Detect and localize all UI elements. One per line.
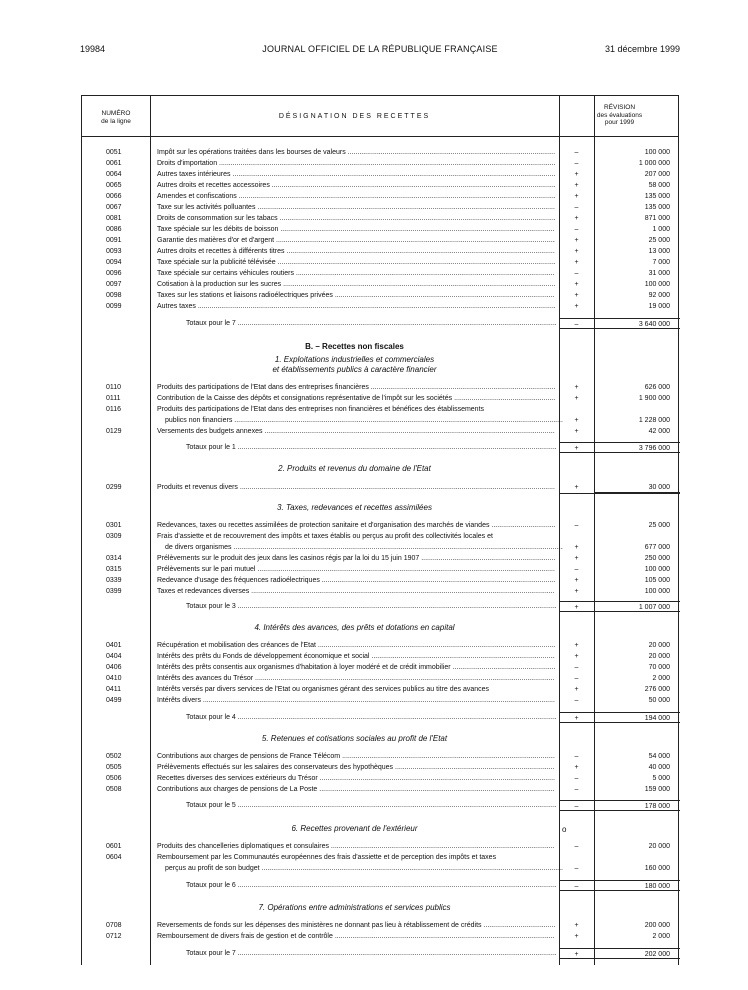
line-label: Versements des budgets annexes .....	[157, 426, 555, 437]
line-sign: +	[574, 303, 579, 310]
line-amount: 1 000	[652, 226, 670, 233]
line-amount: 100 000	[644, 566, 670, 573]
subsection-title: 4. Intérêts des avances, des prêts et dotations en capital	[254, 623, 455, 632]
subsection-title: 2. Produits et revenus du domaine de l'Etat	[278, 464, 431, 473]
line-amount: 30 000	[594, 482, 680, 493]
table-row	[82, 651, 680, 662]
line-sign: +	[574, 395, 579, 402]
line-label: Intérêts des prêts du Fonds de développement économique et social .....	[157, 651, 555, 662]
line-number: 0708	[106, 922, 122, 929]
line-amount: 276 000	[644, 686, 670, 693]
table-row	[82, 773, 680, 784]
line-label: Produits des chancelleries diplomatiques et consulaires .....	[157, 841, 555, 852]
table-row	[82, 268, 680, 279]
line-sign: +	[574, 484, 579, 491]
line-number: 0299	[106, 484, 122, 491]
line-amount: 207 000	[644, 171, 670, 178]
line-number: 0097	[106, 281, 122, 288]
line-amount: 200 000	[644, 922, 670, 929]
table-row	[82, 235, 680, 246]
total-row	[82, 948, 680, 959]
line-amount: 7 000	[652, 259, 670, 266]
table-row	[82, 169, 680, 180]
line-sign: –	[574, 204, 579, 211]
column-header-numero-line1: NUMÉRO	[101, 110, 131, 117]
table-row	[82, 553, 680, 564]
line-sign: +	[574, 933, 579, 940]
line-sign: –	[574, 786, 579, 793]
line-amount: 1 228 000	[638, 417, 670, 424]
line-amount: 159 000	[644, 786, 670, 793]
line-number: 0111	[106, 395, 121, 402]
line-sign: +	[574, 653, 579, 660]
column-header-revision-line3: pour 1999	[604, 119, 635, 126]
line-sign: +	[574, 215, 579, 222]
line-amount: 100 000	[644, 588, 670, 595]
line-sign: +	[574, 182, 579, 189]
line-label: Contributions aux charges de pensions de La Poste .....	[157, 784, 555, 795]
line-amount: 626 000	[644, 384, 670, 391]
line-label: Intérêts des avances du Trésor .....	[157, 673, 555, 684]
line-number: 0081	[106, 215, 122, 222]
line-label: Récupération et mobilisation des créances de l'Etat .....	[157, 640, 555, 651]
line-number: 0098	[106, 292, 122, 299]
line-sign: +	[574, 764, 579, 771]
line-label: Taxe spéciale sur la publicité télévisée .....	[157, 257, 555, 268]
line-amount: 19 000	[648, 303, 670, 310]
line-number: 0499	[106, 697, 122, 704]
line-number: 0309	[106, 533, 122, 540]
line-label: Autres droits et recettes à différents titres .....	[157, 246, 555, 257]
line-number: 0411	[106, 686, 122, 693]
line-number: 0506	[106, 775, 122, 782]
table-row	[82, 852, 680, 863]
total-amount: 3 796 000	[594, 442, 680, 453]
line-sign: –	[574, 843, 579, 850]
line-amount: 20 000	[648, 642, 670, 649]
line-amount: 135 000	[644, 204, 670, 211]
line-sign: +	[574, 171, 579, 178]
table-row	[82, 863, 680, 874]
table-row	[82, 586, 680, 597]
line-label: Autres droits et recettes accessoires .....	[157, 180, 555, 191]
line-amount: 20 000	[648, 653, 670, 660]
table-row	[82, 191, 680, 202]
line-label: Produits des participations de l'Etat dans des entreprises financières .....	[157, 382, 555, 393]
line-sign: +	[574, 193, 579, 200]
subsection-title: 1. Exploitations industrielles et commerciales	[274, 355, 435, 364]
line-label: Taxe spéciale sur certains véhicules routiers .....	[157, 268, 555, 279]
table-row	[82, 520, 680, 531]
line-label: Prélèvements sur le produit des jeux dans les casinos régis par la loi du 15 juin 1907 .....	[157, 553, 555, 564]
line-sign: –	[574, 160, 579, 167]
line-number: 0065	[106, 182, 122, 189]
line-label: Intérêts divers .....	[157, 695, 555, 706]
line-label: Autres taxes .....	[157, 301, 555, 312]
table-row	[82, 246, 680, 257]
line-amount: 92 000	[648, 292, 670, 299]
line-label: Prélèvements sur le pari mutuel .....	[157, 564, 555, 575]
line-number: 0399	[106, 588, 122, 595]
line-number: 0064	[106, 171, 122, 178]
table-row	[82, 415, 680, 426]
line-sign: +	[574, 577, 579, 584]
column-header-numero	[82, 110, 150, 126]
line-label: Redevances, taxes ou recettes assimilées de protection sanitaire et d'organisation des marchés de viandes .....	[157, 520, 555, 531]
line-amount: 25 000	[648, 237, 670, 244]
line-amount: 677 000	[644, 544, 670, 551]
line-amount: 100 000	[644, 149, 670, 156]
table-row	[82, 640, 680, 651]
line-amount: 25 000	[648, 522, 670, 529]
line-label: Redevance d'usage des fréquences radioélectriques .....	[157, 575, 555, 586]
total-sign: +	[559, 712, 594, 723]
total-row	[82, 442, 680, 453]
line-amount: 58 000	[648, 182, 670, 189]
line-amount: 50 000	[648, 697, 670, 704]
total-row	[82, 800, 680, 811]
line-label: Frais d'assiette et de recouvrement des impôts et taxes établis ou perçus au profit des collectivités locales et	[157, 533, 493, 540]
line-sign: +	[574, 555, 579, 562]
table-row	[82, 257, 680, 268]
line-number: 0086	[106, 226, 122, 233]
line-number: 0091	[106, 237, 122, 244]
line-label: Remboursement de divers frais de gestion et de contrôle .....	[157, 931, 555, 942]
line-amount: 54 000	[648, 753, 670, 760]
line-number: 0301	[106, 522, 122, 529]
line-label: Produits des participations de l'Etat dans des entreprises non financières et bénéfices des établissements	[157, 406, 485, 413]
line-number: 0314	[106, 555, 122, 562]
table-row	[82, 224, 680, 235]
line-sign: –	[574, 566, 579, 573]
table-row	[82, 684, 680, 695]
total-label: Totaux pour le 7 .....	[186, 948, 556, 959]
table-row	[82, 931, 680, 942]
line-sign: –	[574, 270, 579, 277]
table-row	[82, 673, 680, 684]
line-label: Reversements de fonds sur les dépenses des ministères ne donnant pas lieu à rétablissement de crédits .....	[157, 920, 555, 931]
page-header	[80, 44, 680, 58]
total-label: Totaux pour le 5 .....	[186, 800, 556, 811]
table-row	[82, 158, 680, 169]
line-amount: 20 000	[648, 843, 670, 850]
table-row	[82, 531, 680, 542]
line-number: 0051	[106, 149, 122, 156]
column-header-revision-line1: RÉVISION	[603, 104, 636, 111]
total-sign: –	[559, 880, 594, 891]
table-row	[82, 482, 680, 493]
line-number: 0067	[106, 204, 122, 211]
line-label: Taxes sur les stations et liaisons radioélectriques privées .....	[157, 290, 555, 301]
line-sign: +	[574, 248, 579, 255]
line-sign: +	[574, 384, 579, 391]
column-header-designation: DÉSIGNATION DES RECETTES	[278, 113, 431, 120]
line-sign: +	[574, 281, 579, 288]
line-sign: +	[574, 922, 579, 929]
line-number: 0406	[106, 664, 122, 671]
line-sign: +	[574, 292, 579, 299]
line-amount: 135 000	[644, 193, 670, 200]
line-number: 0110	[106, 384, 122, 391]
subsection-title: 3. Taxes, redevances et recettes assimilées	[277, 503, 432, 512]
subsection-title: 5. Retenues et cotisations sociales au profit de l'Etat	[261, 734, 448, 743]
table-row	[82, 213, 680, 224]
total-row	[82, 712, 680, 723]
total-sign: –	[559, 800, 594, 811]
header-divider	[82, 136, 678, 137]
total-amount: 180 000	[594, 880, 680, 891]
line-amount: 70 000	[648, 664, 670, 671]
line-number: 0505	[106, 764, 122, 771]
line-label: Recettes diverses des services extérieurs du Trésor .....	[157, 773, 555, 784]
table-row	[82, 404, 680, 415]
line-sign: +	[574, 642, 579, 649]
line-amount: 31 000	[648, 270, 670, 277]
line-amount: 105 000	[644, 577, 670, 584]
table-row	[82, 147, 680, 158]
line-sign: +	[574, 544, 579, 551]
column-header-revision	[559, 104, 680, 127]
table-row	[82, 751, 680, 762]
line-number: 0315	[106, 566, 122, 573]
line-label: Garantie des matières d'or et d'argent .....	[157, 235, 555, 246]
line-sign: –	[574, 775, 579, 782]
total-sign: +	[559, 948, 594, 959]
line-amount: 13 000	[648, 248, 670, 255]
line-sign: –	[574, 753, 579, 760]
line-label: Taxes et redevances diverses .....	[157, 586, 555, 597]
line-amount: 42 000	[648, 428, 670, 435]
line-amount: 160 000	[644, 865, 670, 872]
line-label: Contribution de la Caisse des dépôts et consignations représentative de l'impôt sur les sociétés .....	[157, 393, 555, 404]
line-number: 0129	[106, 428, 122, 435]
table-row	[82, 920, 680, 931]
section-mark: o	[562, 825, 567, 834]
line-number: 0099	[106, 303, 122, 310]
line-sign: –	[574, 675, 579, 682]
line-number: 0404	[106, 653, 122, 660]
line-number: 0116	[106, 406, 122, 413]
line-number: 0604	[106, 854, 122, 861]
line-sign: +	[574, 259, 579, 266]
line-number: 0061	[106, 160, 122, 167]
total-label: Totaux pour le 7 .....	[186, 318, 556, 329]
table-row	[82, 542, 680, 553]
table-row	[82, 426, 680, 437]
line-amount: 1 000 000	[638, 160, 670, 167]
line-sign: +	[574, 417, 579, 424]
subsection-title: 7. Opérations entre administrations et services publics	[258, 903, 451, 912]
line-label: Contributions aux charges de pensions de France Télécom .....	[157, 751, 555, 762]
total-amount: 194 000	[594, 712, 680, 723]
subsection-title: 6. Recettes provenant de l'extérieur	[291, 824, 418, 833]
table-row	[82, 301, 680, 312]
table-row	[82, 564, 680, 575]
table-row	[82, 180, 680, 191]
line-label: Intérêts des prêts consentis aux organismes d'habitation à loyer modéré et de crédit immobilier .....	[157, 662, 555, 673]
total-amount: 202 000	[594, 948, 680, 959]
line-label-continued: perçus au profit de son budget .....	[165, 863, 563, 874]
table-row	[82, 762, 680, 773]
line-number: 0508	[106, 786, 122, 793]
table-row	[82, 393, 680, 404]
table-row	[82, 382, 680, 393]
line-sign: +	[574, 428, 579, 435]
table-row	[82, 784, 680, 795]
line-number: 0066	[106, 193, 122, 200]
line-sign: +	[574, 588, 579, 595]
table-row	[82, 290, 680, 301]
total-sign: –	[559, 318, 594, 329]
section-title: B. – Recettes non fiscales	[305, 342, 404, 351]
line-number: 0502	[106, 753, 122, 760]
line-label: Produits et revenus divers .....	[157, 482, 555, 493]
line-label: Impôt sur les opérations traitées dans les bourses de valeurs .....	[157, 147, 555, 158]
column-header-revision-line2: des évaluations	[596, 111, 643, 119]
total-sign: +	[559, 442, 594, 453]
line-label: Taxe spéciale sur les débits de boisson .....	[157, 224, 555, 235]
line-number: 0410	[106, 675, 122, 682]
recettes-table	[81, 95, 679, 965]
line-amount: 1 900 000	[638, 395, 670, 402]
line-number: 0601	[106, 843, 122, 850]
line-number: 0339	[106, 577, 122, 584]
line-amount: 5 000	[652, 775, 670, 782]
publication-date: 31 décembre 1999	[604, 44, 680, 54]
table-row	[82, 662, 680, 673]
total-row	[82, 318, 680, 329]
line-label: Intérêts versés par divers services de l'Etat ou organismes gérant des services publics au titre des avances	[157, 686, 490, 693]
journal-title: JOURNAL OFFICIEL DE LA RÉPUBLIQUE FRANÇAISE	[262, 44, 498, 54]
line-number: 0093	[106, 248, 122, 255]
line-sign: –	[574, 865, 579, 872]
total-sign: +	[559, 601, 594, 612]
table-row	[82, 841, 680, 852]
line-sign: –	[574, 149, 579, 156]
line-label-continued: publics non financiers .....	[165, 415, 563, 426]
total-label: Totaux pour le 6 .....	[186, 880, 556, 891]
line-amount: 2 000	[652, 675, 670, 682]
line-amount: 100 000	[644, 281, 670, 288]
row-divider	[559, 493, 680, 494]
table-row	[82, 202, 680, 213]
line-number: 0712	[106, 933, 122, 940]
line-sign: –	[574, 522, 579, 529]
line-label: Droits d'importation .....	[157, 158, 555, 169]
table-row	[82, 279, 680, 290]
page-number: 19984	[80, 44, 106, 54]
line-label: Remboursement par les Communautés européennes des frais d'assiette et de perception des impôts et taxes	[157, 854, 497, 861]
line-number: 0401	[106, 642, 122, 649]
subsection-title: et établissements publics à caractère financier	[272, 365, 437, 374]
column-header-numero-line2: de la ligne	[101, 118, 131, 125]
table-row	[82, 575, 680, 586]
total-label: Totaux pour le 3 .....	[186, 601, 556, 612]
line-sign: –	[574, 664, 579, 671]
line-amount: 871 000	[644, 215, 670, 222]
line-amount: 2 000	[652, 933, 670, 940]
total-amount: 1 007 000	[594, 601, 680, 612]
line-sign: +	[574, 237, 579, 244]
table-row	[82, 695, 680, 706]
total-amount: 3 640 000	[594, 318, 680, 329]
line-label: Amendes et confiscations .....	[157, 191, 555, 202]
total-row	[82, 601, 680, 612]
line-number: 0096	[106, 270, 122, 277]
line-label-continued: de divers organismes .....	[165, 542, 563, 553]
line-label: Prélèvements effectués sur les salaires des conservateurs des hypothèques .....	[157, 762, 555, 773]
line-label: Droits de consommation sur les tabacs .....	[157, 213, 555, 224]
total-label: Totaux pour le 1 .....	[186, 442, 556, 453]
line-label: Autres taxes intérieures .....	[157, 169, 555, 180]
line-amount: 40 000	[648, 764, 670, 771]
line-sign: +	[574, 686, 579, 693]
total-label: Totaux pour le 4 .....	[186, 712, 556, 723]
line-sign: –	[574, 226, 579, 233]
total-row	[82, 880, 680, 891]
line-number: 0094	[106, 259, 122, 266]
line-label: Cotisation à la production sur les sucres .....	[157, 279, 555, 290]
line-label: Taxe sur les activités polluantes .....	[157, 202, 555, 213]
line-amount: 250 000	[644, 555, 670, 562]
line-sign: –	[574, 697, 579, 704]
total-amount: 178 000	[594, 800, 680, 811]
